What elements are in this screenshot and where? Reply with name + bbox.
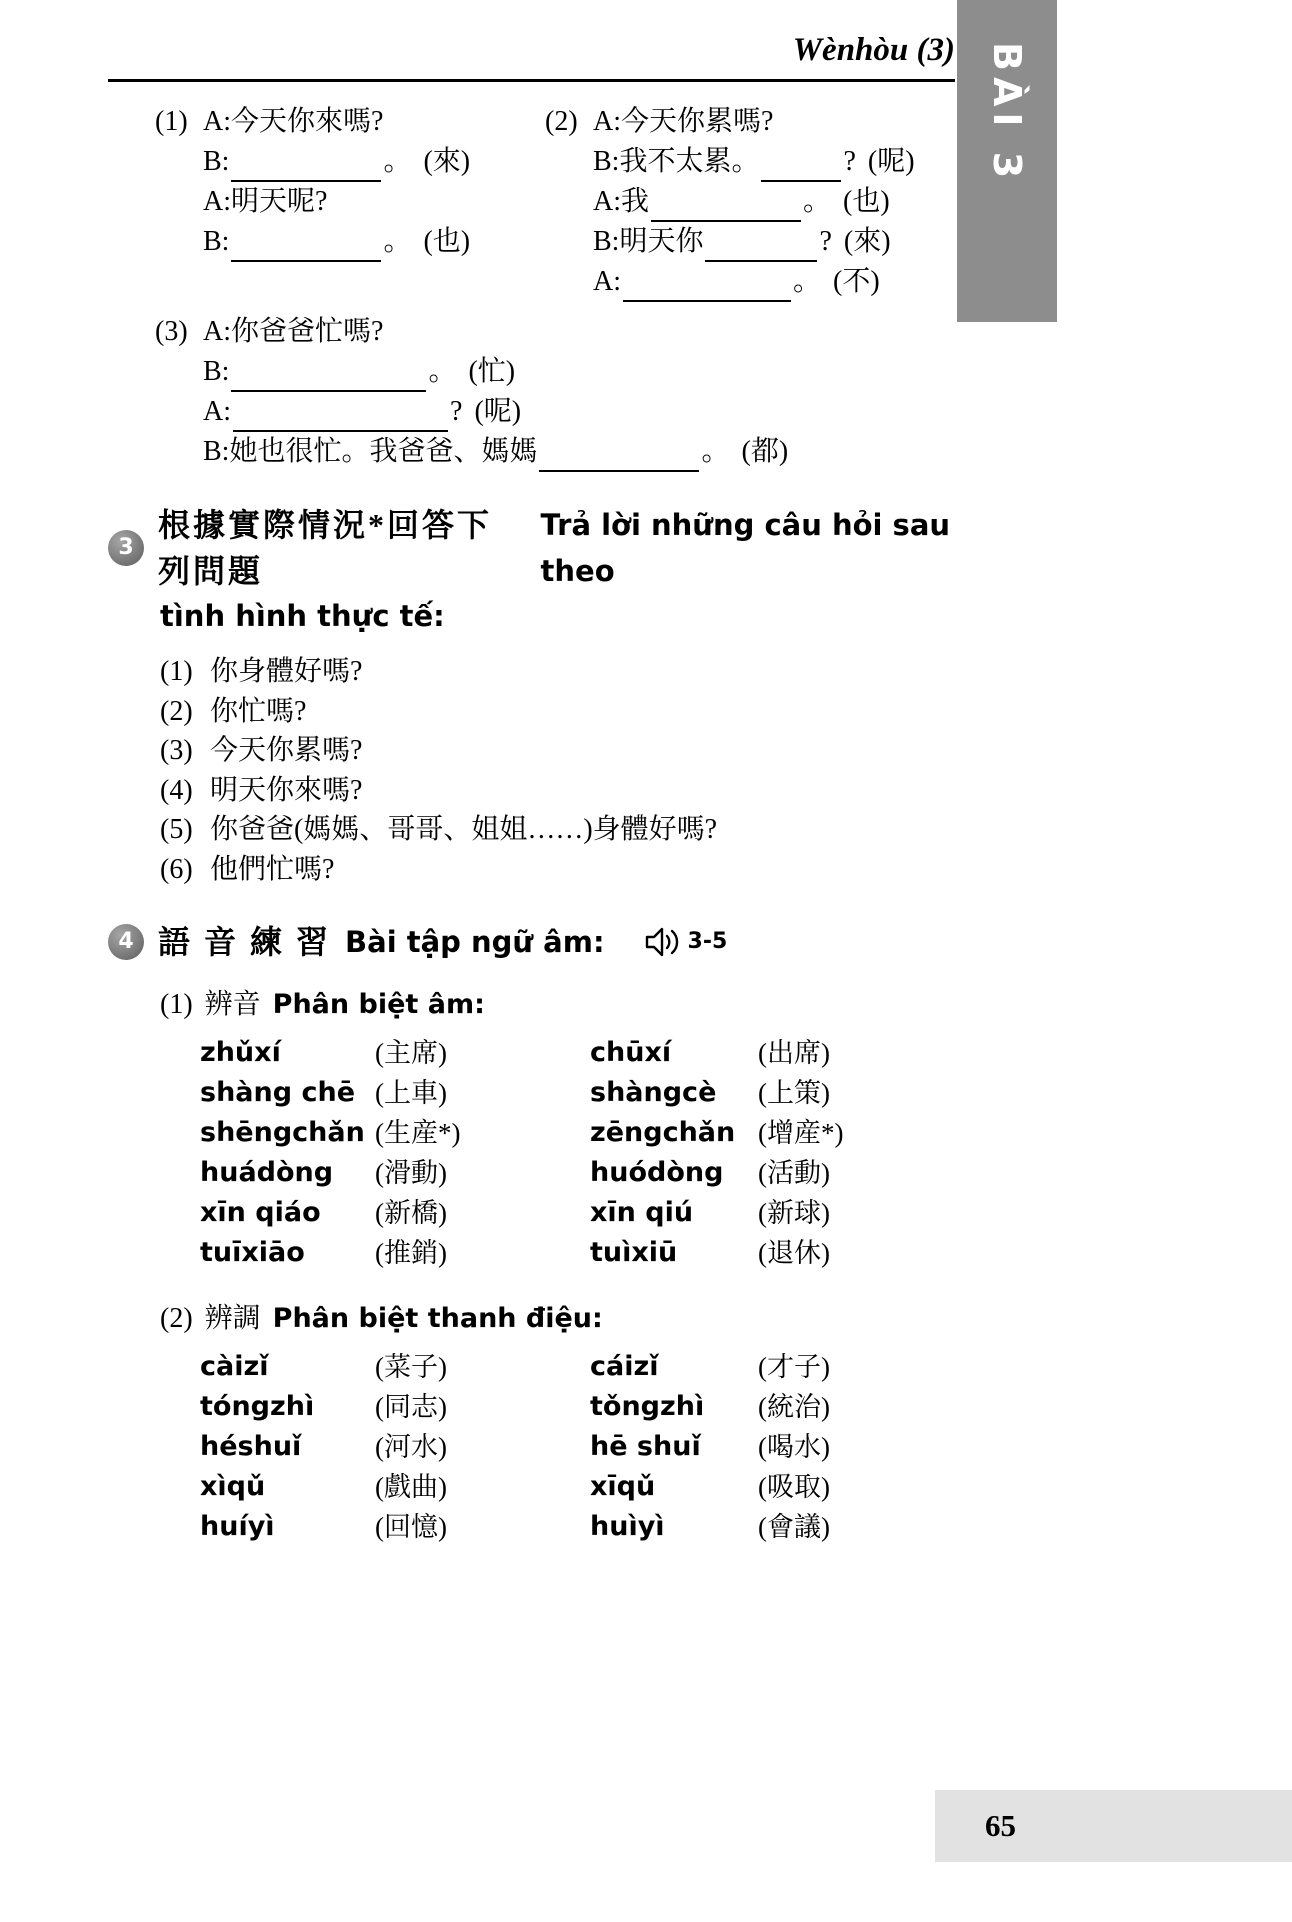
answer-blank[interactable]: [231, 362, 426, 392]
dialogue-text: 她也很忙。我爸爸、媽媽: [229, 436, 538, 468]
dialogue-text: 我: [621, 186, 650, 218]
line-text: [229, 142, 470, 182]
section3-badge: 3: [108, 530, 144, 566]
page-number-box: [935, 1790, 1292, 1862]
pinyin-word: tuīxiāo: [200, 1237, 305, 1269]
line-text: [229, 222, 470, 262]
speaker-label: B:: [203, 226, 230, 258]
pinyin-word: cáizǐ: [590, 1351, 659, 1383]
hanzi-word: (河水): [375, 1432, 447, 1463]
speaker-icon: [645, 926, 681, 958]
speaker-label: B:: [203, 356, 230, 388]
hanzi-word: (回憶): [375, 1512, 447, 1543]
hanzi-word: (戲曲): [375, 1472, 447, 1503]
question-text: 你爸爸(媽媽、哥哥、姐姐……)身體好嗎?: [210, 814, 718, 846]
line-text: [231, 312, 383, 352]
punctuation: 。: [383, 146, 412, 178]
question-line: [108, 652, 955, 692]
punctuation: ?: [450, 396, 463, 428]
item-number: (1): [155, 106, 188, 138]
dialogue-line: [545, 142, 955, 182]
speaker-label: A:: [203, 316, 231, 348]
question-text: 明天你來嗎?: [210, 774, 363, 806]
hanzi-word: (上車): [375, 1078, 447, 1109]
section4-title-vi: Bài tập ngữ âm:: [345, 925, 605, 960]
answer-blank[interactable]: [231, 232, 381, 262]
part1-label-zh: 辨音: [204, 989, 261, 1021]
speaker-label: A:: [203, 106, 231, 138]
pinyin-word: tóngzhì: [200, 1391, 315, 1423]
punctuation: 。: [793, 266, 822, 298]
pinyin-word: shàng chē: [200, 1077, 355, 1109]
pinyin-word: chūxí: [590, 1037, 672, 1069]
answer-blank[interactable]: [651, 192, 801, 222]
answer-blank[interactable]: [233, 402, 448, 432]
dialogue-row-top: [108, 102, 955, 302]
dialogue-line: [155, 312, 955, 352]
hanzi-word: (統治): [758, 1392, 830, 1423]
hanzi-word: (新球): [758, 1198, 830, 1229]
speaker-label: A:: [203, 186, 231, 218]
dialogue-line: [155, 352, 955, 392]
item-number: (1): [160, 989, 193, 1021]
hanzi-word: (活動): [758, 1158, 830, 1189]
speaker-label: B:: [203, 146, 230, 178]
hanzi-word: (喝水): [758, 1432, 830, 1463]
hanzi-word: (推銷): [375, 1238, 447, 1269]
hanzi-word: (會議): [758, 1512, 830, 1543]
hanzi-word: (退休): [758, 1238, 830, 1269]
dialogue-text: 今天你來嗎?: [231, 106, 384, 138]
part2-label-vi: Phân biệt thanh điệu:: [272, 1303, 603, 1335]
dialogue-text: 你爸爸忙嗎?: [231, 316, 384, 348]
punctuation: ?: [843, 146, 856, 178]
hint-word: (來): [843, 226, 891, 258]
question-text: 你身體好嗎?: [210, 656, 363, 688]
dialogue-block: [545, 102, 955, 302]
dialogue-block: [155, 312, 955, 472]
punctuation: 。: [701, 436, 730, 468]
phonetics-table-2: [200, 1347, 955, 1547]
dialogue-text: 我不太累。: [619, 146, 760, 178]
hint-word: (來): [423, 146, 471, 178]
dialogue-line: [545, 262, 955, 302]
pinyin-word: huádòng: [200, 1157, 334, 1189]
hanzi-word: (生産*): [375, 1118, 461, 1149]
phonetics-table-1: [200, 1033, 955, 1273]
hint-word: (呢): [867, 146, 915, 178]
page-content: [108, 82, 955, 1547]
dialogue-text: 明天呢?: [231, 186, 328, 218]
question-line: [108, 771, 955, 811]
line-text: [621, 262, 880, 302]
section3-header: [108, 502, 955, 594]
pinyin-word: shàngcè: [590, 1077, 717, 1109]
part2-label: [160, 1299, 955, 1339]
dialogue-text: 今天你累嗎?: [621, 106, 774, 138]
part2-label-zh: 辨調: [204, 1303, 261, 1335]
dialogue-line: [155, 182, 545, 222]
audio-control[interactable]: [645, 919, 728, 965]
hint-word: (不): [833, 266, 880, 298]
running-head: Wènhòu (3): [792, 32, 955, 68]
line-text: [619, 142, 914, 182]
section3-title-zh: 根據實際情況*回答下列問題: [158, 507, 493, 590]
question-text: 今天你累嗎?: [210, 735, 363, 767]
pinyin-word: tuìxiū: [590, 1237, 678, 1269]
speaker-label: A:: [593, 186, 621, 218]
question-text: 你忙嗎?: [210, 695, 307, 727]
hanzi-word: (才子): [758, 1352, 830, 1383]
item-number: (2): [545, 106, 578, 138]
item-number: (4): [160, 774, 193, 806]
answer-blank[interactable]: [623, 272, 791, 302]
dialogue-line: [545, 182, 955, 222]
pinyin-word: xīn qiú: [590, 1197, 694, 1229]
dialogue-line: [545, 222, 955, 262]
item-number: (6): [160, 853, 193, 885]
section3-title-vi-cont: tình hình thực tế:: [160, 599, 445, 634]
dialogue-row-bottom: [108, 312, 955, 472]
section4-badge: 4: [108, 924, 144, 960]
part1-label: [160, 985, 955, 1025]
item-number: (5): [160, 814, 193, 846]
hanzi-word: (主席): [375, 1038, 447, 1069]
hanzi-word: (滑動): [375, 1158, 447, 1189]
item-number: (1): [160, 656, 193, 688]
pinyin-word: xīqǔ: [590, 1471, 656, 1503]
section3-title-vi: Trả lời những câu hỏi sau theo: [540, 508, 951, 589]
hanzi-word: (吸取): [758, 1472, 830, 1503]
item-number: (3): [160, 735, 193, 767]
part1-label-vi: Phân biệt âm:: [272, 989, 485, 1021]
page-header: [108, 0, 955, 82]
line-text: [229, 432, 788, 472]
chapter-tab: [957, 0, 1057, 322]
question-line: [108, 731, 955, 771]
pinyin-word: xìqǔ: [200, 1471, 266, 1503]
pinyin-word: shēngchǎn: [200, 1117, 365, 1149]
section-4: [108, 919, 955, 1547]
hint-word: (都): [741, 436, 789, 468]
item-number: (2): [160, 1303, 193, 1335]
speaker-label: A:: [593, 106, 621, 138]
pinyin-word: zēngchǎn: [590, 1117, 736, 1149]
speaker-label: A:: [203, 396, 231, 428]
punctuation: 。: [803, 186, 832, 218]
pinyin-word: tǒngzhì: [590, 1391, 705, 1423]
pinyin-word: xīn qiáo: [200, 1197, 321, 1229]
hint-word: (忙): [468, 356, 516, 388]
hanzi-word: (增産*): [758, 1118, 844, 1149]
dialogue-line: [545, 102, 955, 142]
line-text: [619, 222, 890, 262]
dialogue-block: [155, 102, 545, 302]
line-text: [621, 182, 890, 222]
dialogue-line: [155, 102, 545, 142]
speaker-label: B:: [593, 226, 620, 258]
dialogue-line: [155, 432, 955, 472]
dialogue-text: 明天你: [619, 226, 704, 258]
punctuation: 。: [428, 356, 457, 388]
item-number: (2): [160, 695, 193, 727]
pinyin-word: huìyì: [590, 1511, 665, 1543]
hanzi-word: (同志): [375, 1392, 447, 1423]
question-line: [108, 810, 955, 850]
audio-track-label: 3-5: [687, 929, 728, 955]
chapter-tab-label: BÀI 3: [985, 42, 1029, 185]
pinyin-word: héshuǐ: [200, 1431, 302, 1463]
hint-word: (也): [423, 226, 471, 258]
speaker-label: B:: [203, 436, 230, 468]
hanzi-word: (上策): [758, 1078, 830, 1109]
dialogue-line: [155, 142, 545, 182]
punctuation: ?: [819, 226, 832, 258]
hanzi-word: (菜子): [375, 1352, 447, 1383]
pinyin-word: càizǐ: [200, 1351, 269, 1383]
question-list: [108, 652, 955, 889]
question-line: [108, 850, 955, 890]
answer-blank[interactable]: [231, 152, 381, 182]
question-text: 他們忙嗎?: [210, 853, 335, 885]
line-text: [231, 392, 521, 432]
line-text: [621, 102, 773, 142]
speaker-label: A:: [593, 266, 621, 298]
section4-title-zh: 語 音 練 習: [158, 924, 332, 961]
speaker-label: B:: [593, 146, 620, 178]
dialogue-line: [155, 222, 545, 262]
answer-blank[interactable]: [705, 232, 817, 262]
section-3: [108, 502, 955, 889]
pinyin-word: zhǔxí: [200, 1037, 281, 1069]
section4-header: [108, 919, 955, 965]
hanzi-word: (新橋): [375, 1198, 447, 1229]
hint-word: (呢): [474, 396, 522, 428]
punctuation: 。: [383, 226, 412, 258]
line-text: [231, 182, 327, 222]
line-text: [229, 352, 515, 392]
answer-blank[interactable]: [761, 152, 841, 182]
pinyin-word: huódòng: [590, 1157, 724, 1189]
answer-blank[interactable]: [539, 442, 699, 472]
item-number: (3): [155, 316, 188, 348]
line-text: [231, 102, 383, 142]
pinyin-word: hē shuǐ: [590, 1431, 701, 1463]
hint-word: (也): [843, 186, 890, 218]
pinyin-word: huíyì: [200, 1511, 275, 1543]
dialogue-line: [155, 392, 955, 432]
page-number: 65: [985, 1808, 1016, 1843]
hanzi-word: (出席): [758, 1038, 830, 1069]
question-line: [108, 692, 955, 732]
